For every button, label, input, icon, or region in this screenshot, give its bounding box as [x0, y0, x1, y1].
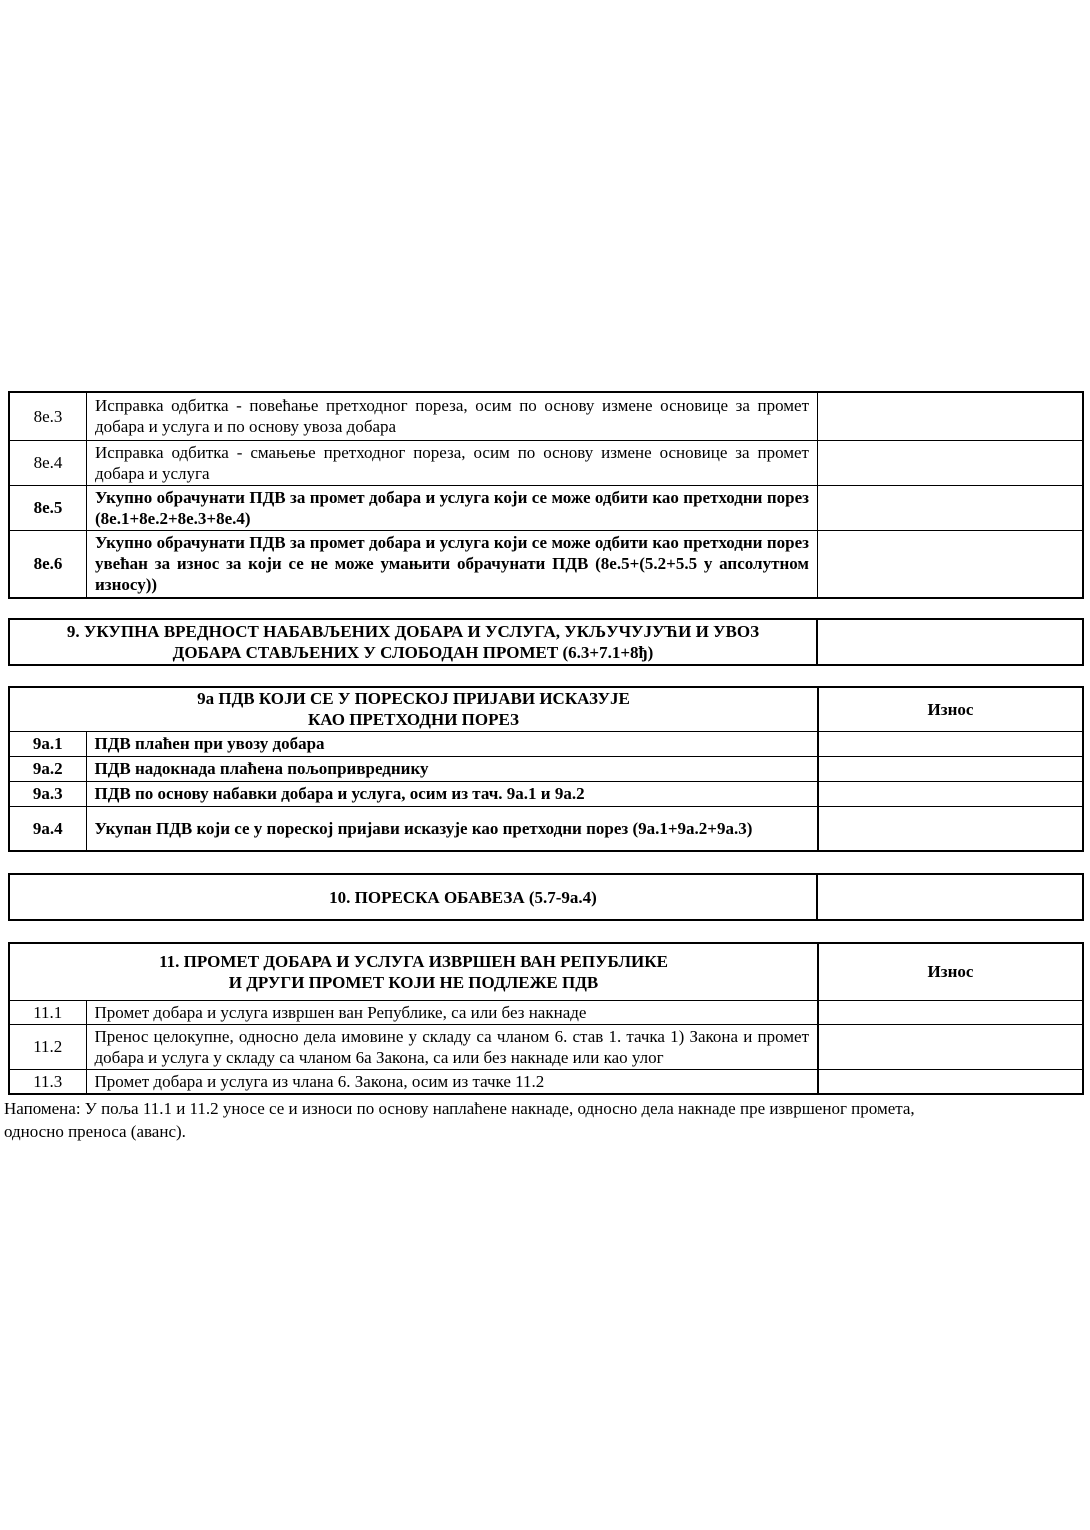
- section-10-title: 10. ПОРЕСКА ОБАВЕЗА (5.7-9а.4): [10, 875, 817, 919]
- table-row: [10, 530, 1082, 597]
- row-code: 8е.6: [10, 530, 87, 597]
- amount-field-8e5[interactable]: [818, 485, 1083, 530]
- row-description: ПДВ по основу набавки добара и услуга, осим из тач. 9а.1 и 9а.2: [86, 781, 818, 806]
- table-row: [10, 440, 1082, 485]
- row-description: ПДВ надокнада плаћена пољопривреднику: [86, 756, 818, 781]
- table-row: [10, 875, 1082, 919]
- section-11-table: [8, 942, 1084, 1095]
- section-9a-title-line2: КАО ПРЕТХОДНИ ПОРЕЗ: [307, 710, 520, 730]
- footnote-line2: односно преноса (аванс).: [4, 1122, 186, 1141]
- section-11-title-line1: 11. ПРОМЕТ ДОБАРА И УСЛУГА ИЗВРШЕН ВАН РЕПУБЛИКЕ: [159, 951, 668, 971]
- row-code: 9а.3: [10, 781, 86, 806]
- row-description: Промет добара и услуга извршен ван Републике, са или без накнаде: [86, 1000, 818, 1024]
- table-row: [10, 756, 1082, 781]
- section-8e-table: [8, 391, 1084, 599]
- amount-field-9a1[interactable]: [818, 731, 1082, 756]
- footnote: [4, 1097, 1084, 1143]
- amount-field-9a2[interactable]: [818, 756, 1082, 781]
- row-code: 9а.2: [10, 756, 86, 781]
- amount-field-10[interactable]: [817, 875, 1082, 919]
- amount-column-header: Износ: [818, 944, 1082, 1000]
- row-code: 9а.4: [10, 806, 86, 850]
- table-row: [10, 1024, 1082, 1069]
- table-header-row: [10, 688, 1082, 731]
- row-description: Исправка одбитка - повећање претходног пореза, осим по основу измене основице за промет добара и услуга и по основу увоза добара: [87, 393, 818, 440]
- table-row: [10, 781, 1082, 806]
- table-row: [10, 1000, 1082, 1024]
- row-description: Укупан ПДВ који се у пореској пријави исказује као претходни порез (9а.1+9а.2+9а.3): [86, 806, 818, 850]
- table-header-row: [10, 944, 1082, 1000]
- row-code: 8е.4: [10, 440, 87, 485]
- row-code: 11.2: [10, 1024, 86, 1069]
- row-description: Исправка одбитка - смањење претходног пореза, осим по основу измене основице за промет добара и услуга: [87, 440, 818, 485]
- row-description: Промет добара и услуга из члана 6. Закона, осим из тачке 11.2: [86, 1069, 818, 1093]
- row-description: Пренос целокупне, односно дела имовине у складу са чланом 6. став 1. тачка 1) Закона и промет добара и услуга у складу са чланом 6а Закона, са или без накнаде или као улог: [86, 1024, 818, 1069]
- amount-field-8e3[interactable]: [818, 393, 1083, 440]
- table-row: [10, 485, 1082, 530]
- section-9a-title: [10, 688, 818, 731]
- amount-field-8e4[interactable]: [818, 440, 1083, 485]
- row-description: Укупно обрачунати ПДВ за промет добара и услуга који се може одбити као претходни порез (8е.1+8е.2+8е.3+8е.4): [87, 485, 818, 530]
- section-9-title-line1: 9. УКУПНА ВРЕДНОСТ НАБАВЉЕНИХ ДОБАРА И УСЛУГА, УКЉУЧУЈУЋИ И УВОЗ: [66, 622, 760, 641]
- section-10-table: [8, 873, 1084, 921]
- amount-field-11-2[interactable]: [818, 1024, 1082, 1069]
- table-row: [10, 1069, 1082, 1093]
- amount-field-9a4[interactable]: [818, 806, 1082, 850]
- section-11-title: [10, 944, 818, 1000]
- row-code: 11.1: [10, 1000, 86, 1024]
- row-description: ПДВ плаћен при увозу добара: [86, 731, 818, 756]
- row-code: 9а.1: [10, 731, 86, 756]
- row-code: 8е.3: [10, 393, 87, 440]
- table-row: [10, 393, 1082, 440]
- section-11-title-line2: И ДРУГИ ПРОМЕТ КОЈИ НЕ ПОДЛЕЖЕ ПДВ: [228, 972, 599, 992]
- section-9a-title-line1: 9а ПДВ КОЈИ СЕ У ПОРЕСКОЈ ПРИЈАВИ ИСКАЗУЈЕ: [197, 689, 630, 709]
- row-code: 8е.5: [10, 485, 87, 530]
- section-9a-table: [8, 686, 1084, 852]
- amount-field-11-1[interactable]: [818, 1000, 1082, 1024]
- section-9-title: [10, 620, 817, 664]
- amount-field-8e6[interactable]: [818, 530, 1083, 597]
- footnote-line1: Напомена: У поља 11.1 и 11.2 уносе се и износи по основу наплаћене накнаде, односно дела накнаде пре извршеног промета,: [4, 1099, 915, 1118]
- amount-field-9[interactable]: [817, 620, 1082, 664]
- table-row: [10, 731, 1082, 756]
- row-description: Укупно обрачунати ПДВ за промет добара и услуга који се може одбити као претходни порез увећан за износ за који се не може умањити обрачунати ПДВ (8е.5+(5.2+5.5 у апсолутном износу)): [87, 530, 818, 597]
- section-9-table: [8, 618, 1084, 666]
- table-row: [10, 806, 1082, 850]
- table-row: [10, 620, 1082, 664]
- amount-field-11-3[interactable]: [818, 1069, 1082, 1093]
- section-9-title-line2: ДОБАРА СТАВЉЕНИХ У СЛОБОДАН ПРОМЕТ (6.3+7.1+8ђ): [172, 643, 654, 662]
- amount-column-header: Износ: [818, 688, 1082, 731]
- amount-field-9a3[interactable]: [818, 781, 1082, 806]
- row-code: 11.3: [10, 1069, 86, 1093]
